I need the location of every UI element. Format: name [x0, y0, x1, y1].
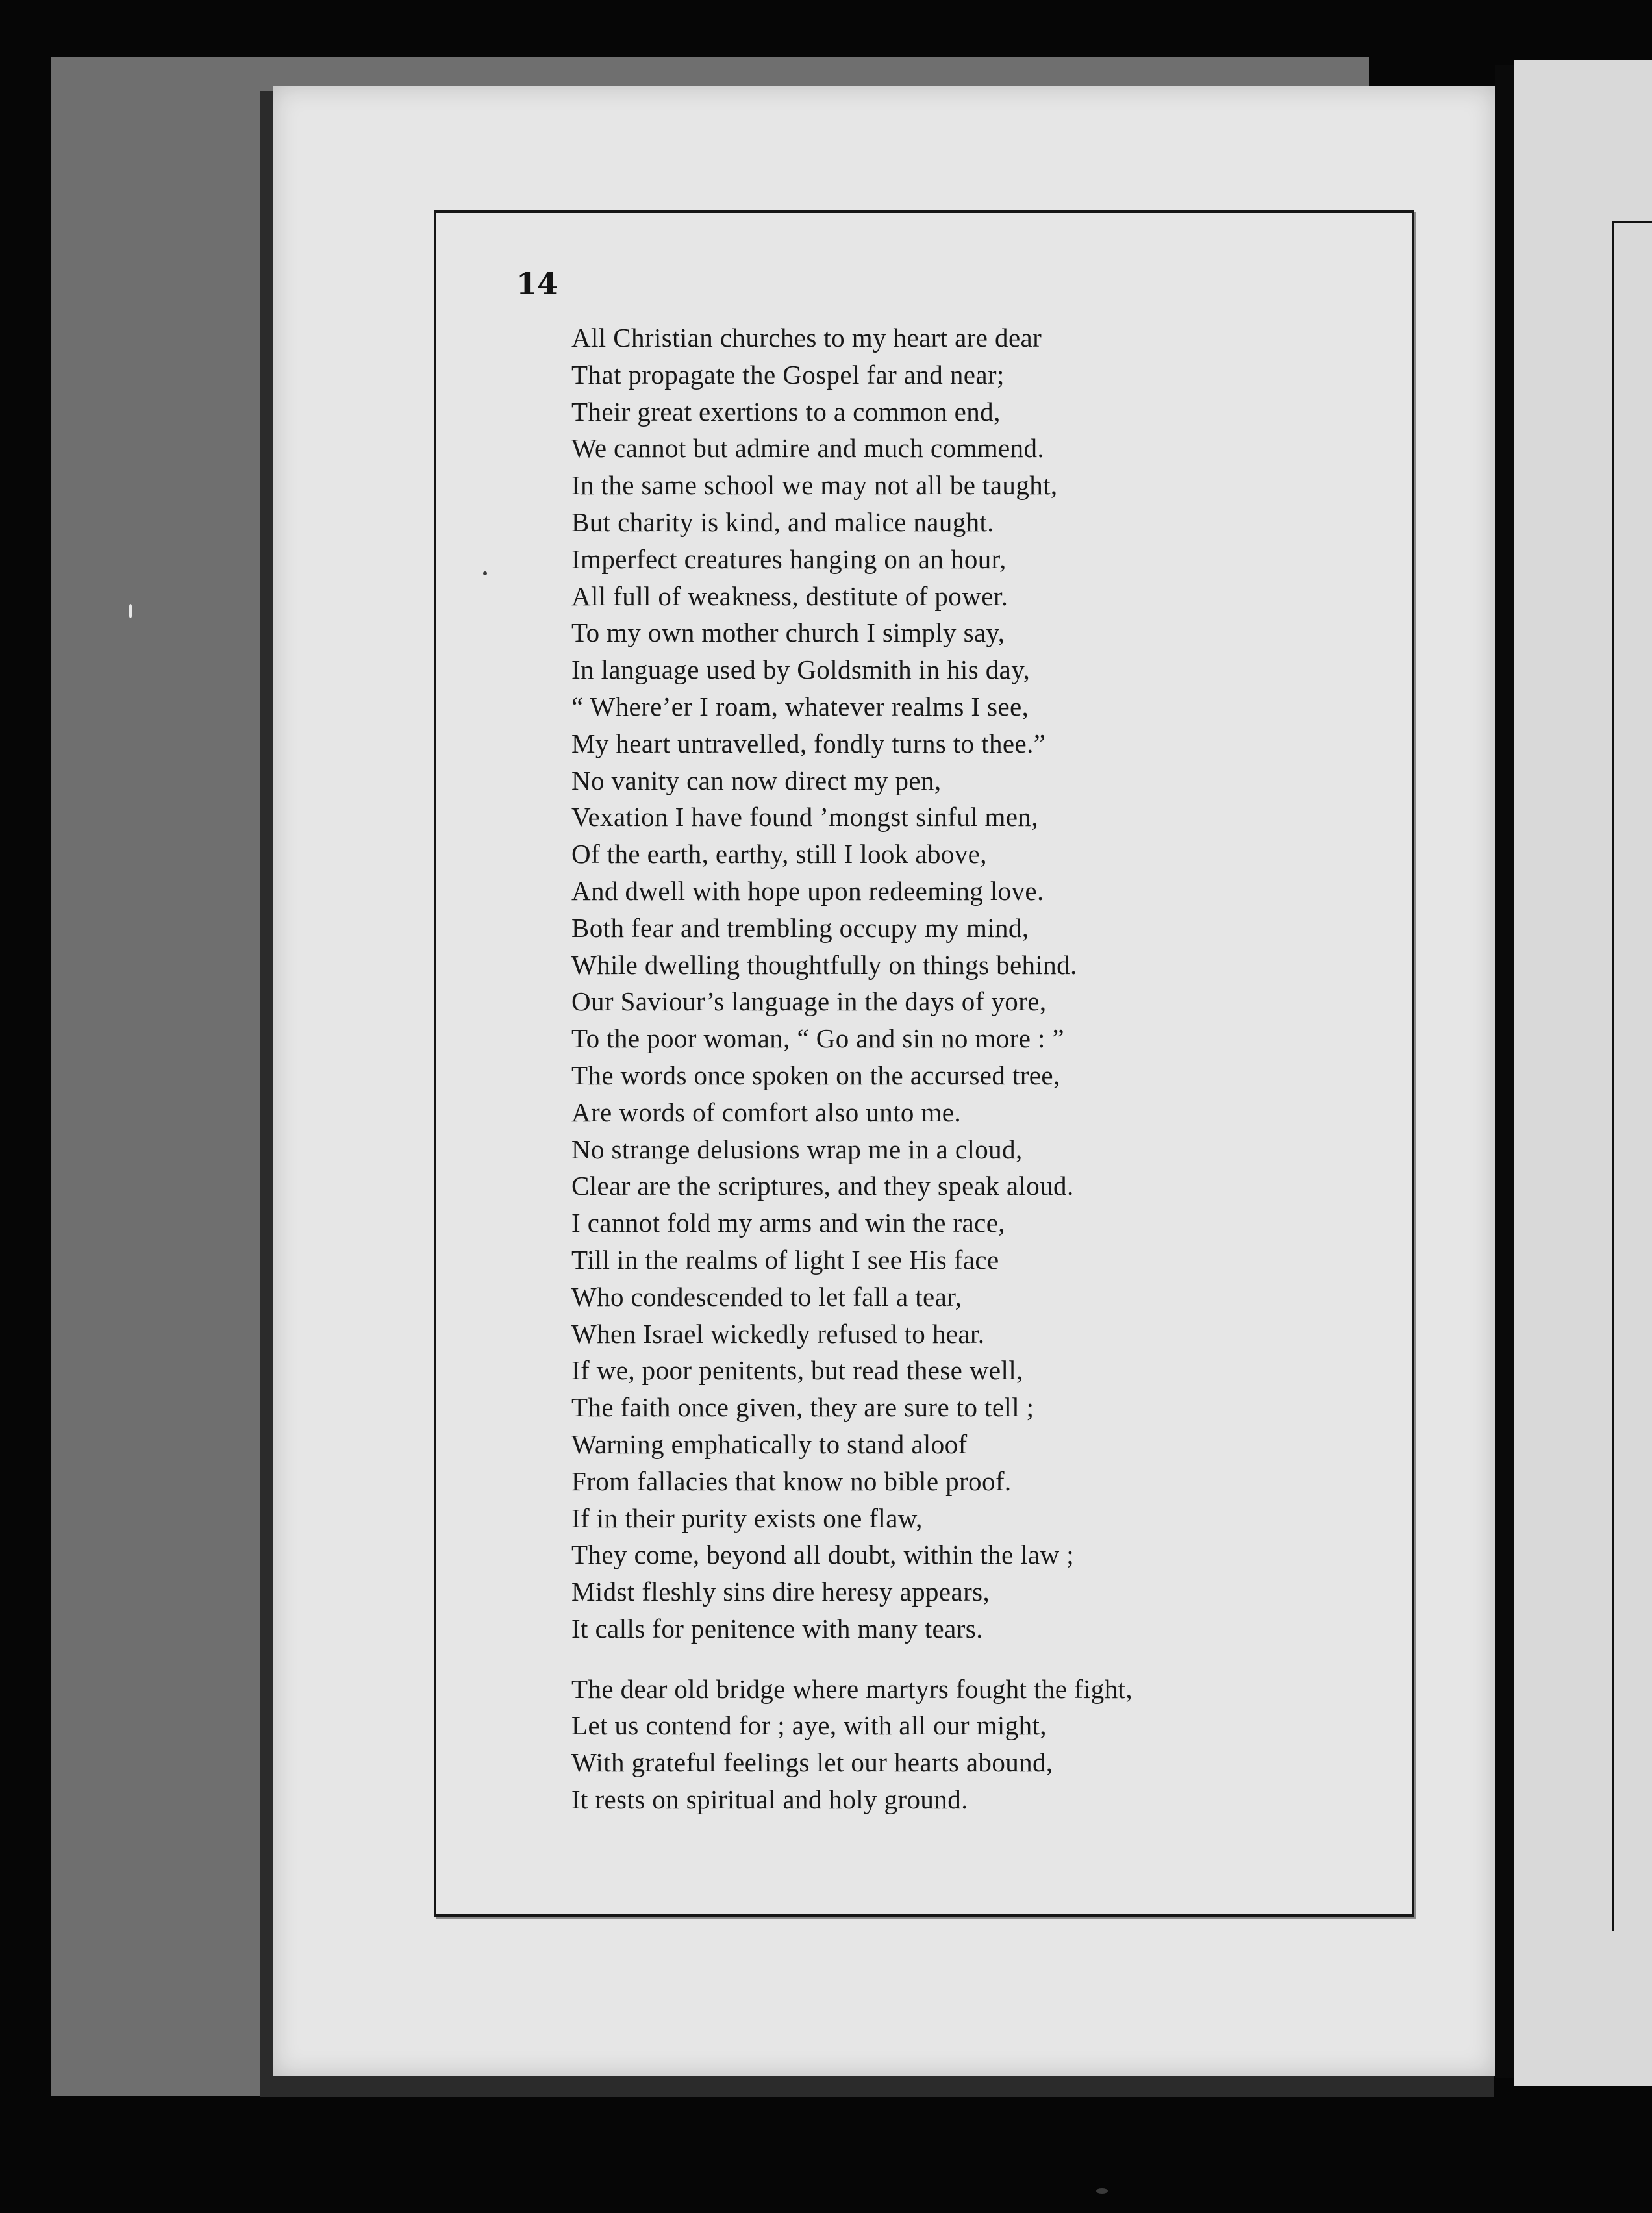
poem-line: That propagate the Gospel far and near;: [571, 359, 1005, 390]
poem-line: All full of weakness, destitute of power.: [571, 581, 1008, 611]
poem-line: I cannot fold my arms and win the race,: [571, 1208, 1005, 1238]
poem-line: In language used by Goldsmith in his day,: [571, 655, 1031, 685]
poem-line: With grateful feelings let our hearts abound,: [571, 1747, 1053, 1778]
print-speck: [1096, 2188, 1108, 2194]
poem-line: It calls for penitence with many tears.: [571, 1613, 983, 1644]
poem-line: Our Saviour’s language in the days of yore,: [571, 986, 1047, 1017]
poem: [571, 319, 1364, 1818]
poem-line: Let us contend for ; aye, with all our might,: [571, 1710, 1047, 1741]
poem-line: Who condescended to let fall a tear,: [571, 1281, 962, 1312]
poem-line: In the same school we may not all be taught,: [571, 470, 1058, 501]
poem-line: The dear old bridge where martyrs fought the fight,: [571, 1673, 1133, 1704]
poem-line: “ Where’er I roam, whatever realms I see,: [571, 691, 1029, 721]
poem-line: From fallacies that know no bible proof.: [571, 1466, 1012, 1496]
stanza-gap: [571, 1647, 1364, 1671]
stanza-2: [571, 1671, 1364, 1818]
page-gutter: [1495, 65, 1514, 2078]
poem-line: The faith once given, they are sure to tell ;: [571, 1392, 1034, 1423]
print-speck: [129, 604, 132, 618]
poem-line: When Israel wickedly refused to hear.: [571, 1318, 985, 1349]
poem-line: We cannot but admire and much commend.: [571, 433, 1045, 464]
poem-line: No vanity can now direct my pen,: [571, 765, 942, 795]
poem-line: And dwell with hope upon redeeming love.: [571, 875, 1044, 906]
poem-line: Vexation I have found ’mongst sinful men,: [571, 802, 1038, 832]
poem-line: All Christian churches to my heart are dear: [571, 323, 1042, 353]
poem-line: Clear are the scriptures, and they speak aloud.: [571, 1171, 1074, 1201]
poem-line: Their great exertions to a common end,: [571, 396, 1001, 427]
adjacent-page-border: [1612, 221, 1652, 1931]
poem-line: Till in the realms of light I see His face: [571, 1244, 999, 1275]
poem-line: If in their purity exists one flaw,: [571, 1503, 923, 1533]
poem-line: It rests on spiritual and holy ground.: [571, 1784, 968, 1815]
print-speck: [483, 571, 487, 575]
poem-line: Imperfect creatures hanging on an hour,: [571, 544, 1007, 574]
poem-line: To the poor woman, “ Go and sin no more : ”: [571, 1023, 1065, 1054]
poem-line: My heart untravelled, fondly turns to thee.”: [571, 728, 1046, 758]
poem-line: Of the earth, earthy, still I look above,: [571, 839, 987, 869]
poem-line: Both fear and trembling occupy my mind,: [571, 912, 1029, 943]
poem-line: To my own mother church I simply say,: [571, 618, 1005, 648]
poem-line: The words once spoken on the accursed tree,: [571, 1060, 1060, 1090]
stanza-1: [571, 319, 1364, 1647]
poem-line: If we, poor penitents, but read these well,: [571, 1355, 1023, 1386]
page-number: 14: [516, 266, 558, 301]
poem-line: But charity is kind, and malice naught.: [571, 506, 994, 537]
poem-line: While dwelling thoughtfully on things behind.: [571, 949, 1077, 980]
poem-line: They come, beyond all doubt, within the law ;: [571, 1540, 1075, 1570]
poem-line: Warning emphatically to stand aloof: [571, 1429, 968, 1459]
poem-line: Midst fleshly sins dire heresy appears,: [571, 1577, 990, 1607]
poem-line: No strange delusions wrap me in a cloud,: [571, 1134, 1023, 1164]
poem-line: Are words of comfort also unto me.: [571, 1097, 961, 1127]
